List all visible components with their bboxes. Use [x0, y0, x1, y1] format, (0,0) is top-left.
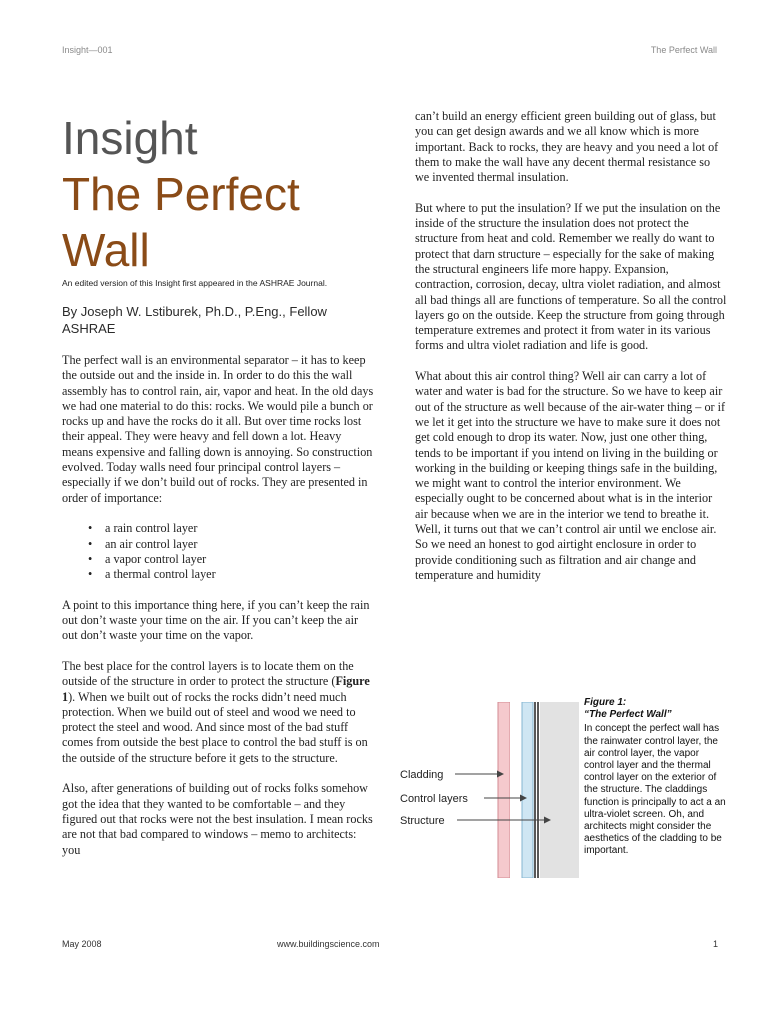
list-item: • a thermal control layer — [88, 567, 374, 582]
structure-label: Structure — [400, 815, 445, 827]
paragraph: A point to this importance thing here, if you can’t keep the rain out don’t waste your time on the air. If you can’t keep the air out don’t waste your time on the vapor. — [62, 597, 370, 643]
edited-note: An edited version of this Insight first appeared in the ASHRAE Journal. — [62, 278, 328, 288]
footer-date: May 2008 — [62, 939, 102, 949]
perfect-wall-figure — [399, 702, 579, 878]
paragraph: can’t build an energy efficient green building out of glass, but you can get design awards and we all know which is more important. Back to rocks, they are heavy and you need a lot of them to make the wall have any decent thermal resistance so we invented thermal insulation. — [415, 109, 719, 185]
byline: By Joseph W. Lstiburek, Ph.D., P.Eng., Fellow ASHRAE — [62, 304, 327, 336]
paragraph: What about this air control thing? Well air can carry a lot of water and water is bad for the structure. So we have to keep air out of the structure as well because of the air-water thing – or if we let it get into the structure we have to make sure it does not get cold enough to drop its water. Now, just one other thing, tends to be important if you intend on living in the building or working in the building or keeping things safe in the building, we might want to control the interior environment. We especially ought to be concerned about what is in the interior air because when we are in the interior we tend to breathe it. Well, it turns out that we can’t control air until we enclose air. So we need an honest to god airtight enclosure in order to provide conditioning such as filtration and air change and temperature and humidity — [415, 369, 726, 582]
article-title — [62, 166, 382, 278]
structure-layer — [540, 702, 579, 878]
air-gap — [510, 702, 522, 878]
figure-caption-text: In concept the perfect wall has the rainwater control layer, the air control layer, the vapor control layer and the thermal control layer on the exterior of the structure. The claddings function is principally to act a an ultra-violet screen. Oh, and architects might consider the aesthetics of the cladding to be important. — [584, 723, 726, 857]
page-number: 1 — [712, 939, 718, 949]
cladding-label: Cladding — [400, 769, 444, 781]
paragraph-text: The best place for the control layers is to locate them on the outside of the structure in order to protect the structure ( — [62, 658, 354, 689]
paragraph-text: The perfect wall is an environmental separator – it has to keep the outside out and the inside in. In order to do this the wall assembly has to control rain, air, vapor and heat. In the old days we had one material to do this: rocks. We would pile a bunch or rocks up and have the rocks do it all. But over time rocks lost their appeal. They were heavy and fell down a lot. Heavy means expensive and falling down is annoying. So construction evolved. Today walls need four principal control layers – especially if we don’t build out of rocks. They are presented in order of importance: — [62, 353, 374, 505]
paragraph: Also, after generations of building out of rocks folks somehow got the idea that they wanted to be comfortable – and they figured out that rocks were not the best insulation. I mean rocks are not that bad compared to windows – memo to architects: you — [62, 781, 373, 857]
figure-title: Figure 1: — [584, 697, 627, 708]
running-header-left: Insight—001 — [62, 45, 113, 55]
list-item: • an air control layer — [88, 537, 374, 552]
paragraph — [62, 659, 374, 766]
list-item: • a rain control layer — [88, 521, 374, 536]
paragraph — [62, 353, 374, 506]
paragraph: But where to put the insulation? If we put the insulation on the inside of the structure the insulation does not protect the structure from heat and cold. Remember we really do want to protect that darn structure – especially for the sake of making the structural engineers life more happy. Expansion, contraction, corrosion, decay, ultra violet radiation, and almost all bad things all are functions of temperature. So all the control layers go on the outside. Keep the structure from going through temperature extremes and protect it from water in its various forms and ultra violet radiation and life is good. — [415, 200, 727, 353]
control-layer — [522, 702, 533, 878]
left-column — [62, 353, 374, 873]
cladding-layer — [498, 702, 510, 878]
list-item: • a vapor control layer — [88, 552, 374, 567]
figure-subtitle: “The Perfect Wall” — [584, 709, 672, 721]
article-title-line-2: Wall — [62, 224, 150, 276]
right-column — [415, 109, 727, 599]
figure-reference: Figure 1 — [62, 674, 370, 704]
wall-section-diagram — [399, 702, 579, 878]
footer-url[interactable]: www.buildingscience.com — [277, 939, 380, 949]
paragraph-text: ). When we built out of rocks the rocks didn’t need much protection. When we build out of steel and wood we need to protect the steel and wood. And since most of the bad stuff comes from outside the best place to control the bad stuff is on the outside of the structure before it gets to the structure. — [62, 689, 368, 765]
series-title: Insight — [62, 112, 198, 164]
running-header-right: The Perfect Wall — [650, 45, 717, 55]
control-layers-label: Control layers — [400, 793, 468, 805]
figure-caption — [584, 697, 729, 858]
control-layers-list — [62, 521, 374, 582]
article-title-line-1: The Perfect — [62, 168, 300, 220]
